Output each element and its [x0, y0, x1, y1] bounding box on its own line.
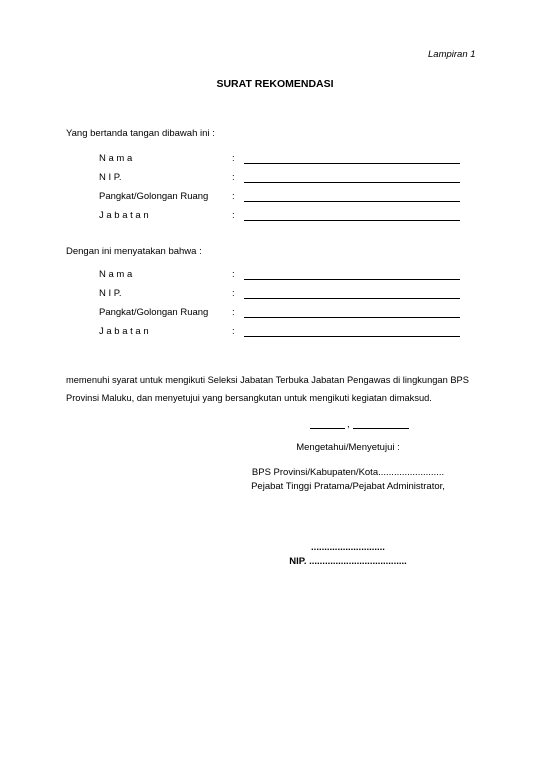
date-separator: ,	[347, 419, 350, 430]
signer-rank-blank	[244, 201, 460, 202]
date-place-blank	[310, 428, 345, 429]
subject-intro: Dengan ini menyatakan bahwa :	[66, 246, 202, 257]
approval-label: Mengetahui/Menyetujui :	[296, 442, 400, 453]
subject-name-blank	[244, 279, 460, 280]
signer-name-colon: :	[232, 153, 235, 164]
signer-rank-label: Pangkat/Golongan Ruang	[99, 191, 209, 202]
signer-position-label: J a b a t a n	[99, 210, 149, 221]
subject-nip-blank	[244, 298, 460, 299]
signer-nip: NIP. .....................................	[289, 556, 407, 567]
signer-position-colon: :	[232, 210, 235, 221]
document-title: SURAT REKOMENDASI	[216, 78, 334, 90]
attachment-label: Lampiran 1	[428, 49, 476, 60]
statement-line-2: Provinsi Maluku, dan menyetujui yang bersangkutan untuk mengikuti kegiatan dimaksud.	[66, 393, 432, 403]
signer-nip-label: N I P.	[99, 172, 122, 183]
subject-nip-colon: :	[232, 288, 235, 299]
subject-rank-blank	[244, 317, 460, 318]
subject-name-label: N a m a	[99, 269, 133, 280]
signer-name-placeholder: ............................	[311, 542, 385, 553]
subject-position-label: J a b a t a n	[99, 326, 149, 337]
subject-position-blank	[244, 336, 460, 337]
signer-position-blank	[244, 220, 460, 221]
signer-name-label: N a m a	[99, 153, 133, 164]
subject-name-colon: :	[232, 269, 235, 280]
date-blank	[353, 428, 409, 429]
signer-name-blank	[244, 163, 460, 164]
subject-nip-label: N I P.	[99, 288, 122, 299]
statement-line-1: memenuhi syarat untuk mengikuti Seleksi Jabatan Terbuka Jabatan Pengawas di lingkungan BPS	[66, 375, 469, 385]
signer-nip-colon: :	[232, 172, 235, 183]
subject-rank-label: Pangkat/Golongan Ruang	[99, 307, 209, 318]
signer-rank-colon: :	[232, 191, 235, 202]
signer-intro: Yang bertanda tangan dibawah ini :	[66, 128, 215, 139]
signer-nip-blank	[244, 182, 460, 183]
subject-rank-colon: :	[232, 307, 235, 318]
official-position: Pejabat Tinggi Pratama/Pejabat Administrator,	[251, 481, 445, 492]
subject-position-colon: :	[232, 326, 235, 337]
office-label: BPS Provinsi/Kabupaten/Kota.........................	[251, 467, 445, 478]
